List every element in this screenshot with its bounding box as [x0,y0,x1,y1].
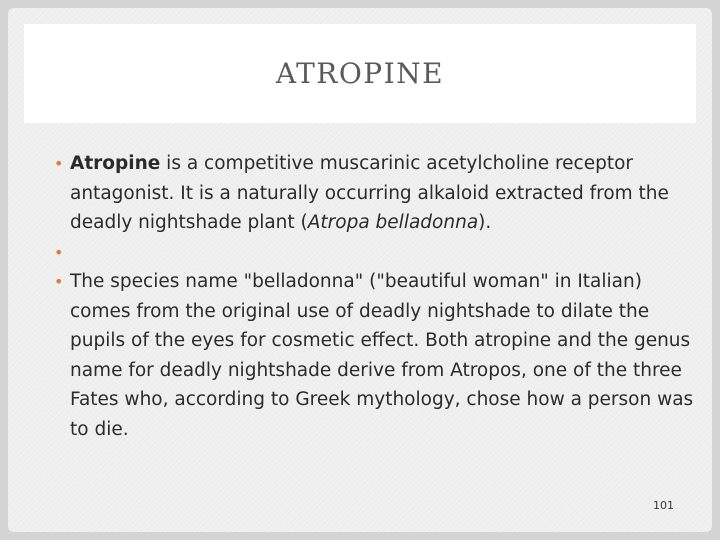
bullet-text: is a competitive muscarinic acetylcholine receptor antagonist. It is a naturally occurring alkaloid extracted from the deadly nightshade plant ( [70,153,669,233]
bullet-dot-icon: • [54,272,64,291]
bullet-italic-term: Atropa belladonna [307,212,479,233]
title-box [24,24,696,123]
bullet-text-end: ). [478,212,492,233]
bullet-text: The species name "belladonna" ("beautiful woman" in Italian) comes from the original use of deadly nightshade to dilate the pupils of the eyes for cosmetic effect. Both atropine and the genus name for deadly nightshade derive from Atropos, one of the three Fates who, according to Greek mythology, chose how a person was to die. [70,271,694,440]
bullet-dot-icon: • [54,154,64,173]
page-number: 101 [653,499,674,512]
slide [8,8,712,532]
bullet-bold-term: Atropine [70,153,161,174]
bullet-item-1 [54,149,694,238]
bullet-item-3 [54,267,694,444]
bullet-dot-icon: • [54,242,64,262]
slide-title: ATROPINE [275,57,445,90]
bullet-item-2 [54,238,694,268]
bullet-list [54,149,694,444]
